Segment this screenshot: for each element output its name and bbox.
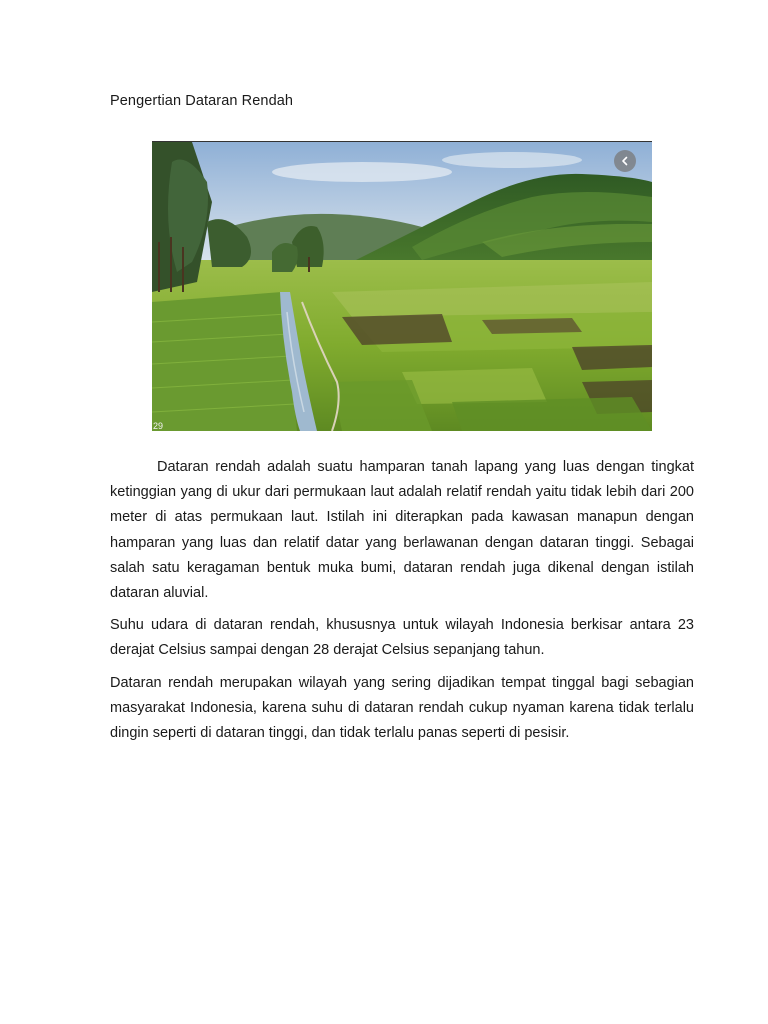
image-counter: 29	[153, 421, 164, 431]
paragraph-definition: Dataran rendah adalah suatu hamparan tanah lapang yang luas dengan tingkat ketinggian yang di ukur dari permukaan laut adalah relatif rendah yaitu tidak lebih dari 200 meter di atas permukaan laut. Istilah ini diterapkan pada kawasan manapun dengan hamparan yang luas dan relatif datar yang berlawanan dengan dataran tinggi. Sebagai salah satu keragaman bentuk muka bumi, dataran rendah juga dikenal dengan istilah dataran aluvial.	[110, 459, 694, 602]
image-prev-button[interactable]	[614, 150, 636, 172]
body-text	[110, 455, 694, 753]
lowland-photo	[152, 141, 652, 431]
page-title: Pengertian Dataran Rendah	[110, 93, 294, 109]
paragraph-temperature: Suhu udara di dataran rendah, khususnya untuk wilayah Indonesia berkisar antara 23 derajat Celsius sampai dengan 28 derajat Celsius sepanjang tahun.	[110, 617, 694, 659]
lowland-landscape-image	[152, 142, 652, 431]
chevron-left-icon	[619, 155, 631, 167]
paragraph-settlement: Dataran rendah merupakan wilayah yang sering dijadikan tempat tinggal bagi sebagian masyarakat Indonesia, karena suhu di dataran rendah cukup nyaman karena tidak terlalu dingin seperti di dataran tinggi, dan tidak terlalu panas seperti di pesisir.	[110, 674, 694, 742]
